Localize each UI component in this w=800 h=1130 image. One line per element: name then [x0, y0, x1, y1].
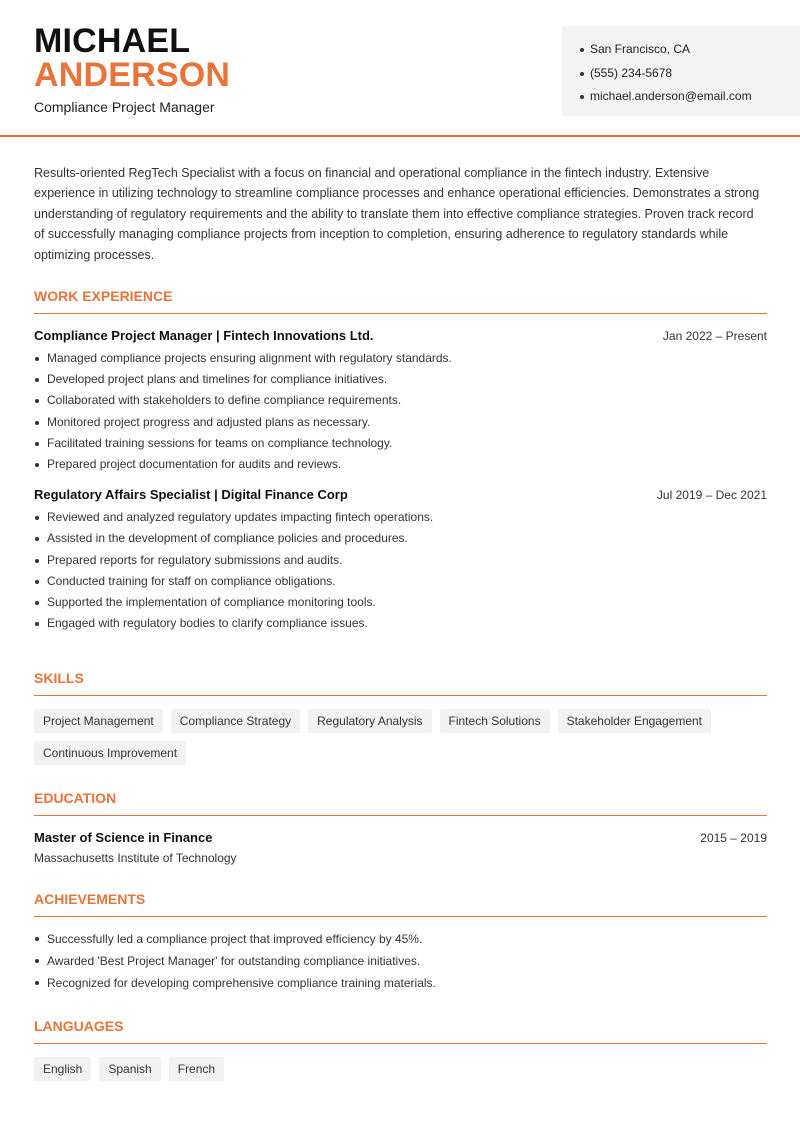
list-item: Supported the implementation of compliance monitoring tools. [34, 592, 767, 613]
job-entry [34, 328, 767, 475]
list-item: Collaborated with stakeholders to define compliance requirements. [34, 390, 767, 411]
list-item: Conducted training for staff on compliance obligations. [34, 571, 767, 592]
list-item: Monitored project progress and adjusted plans as necessary. [34, 412, 767, 433]
job-role: Regulatory Affairs Specialist | Digital Finance Corp [34, 487, 348, 503]
contact-phone: (555) 234-5678 [580, 62, 800, 86]
resume-header [0, 0, 800, 137]
list-item: Reviewed and analyzed regulatory updates impacting fintech operations. [34, 507, 767, 528]
skill-tag: Stakeholder Engagement [558, 709, 711, 733]
job-role: Compliance Project Manager | Fintech Innovations Ltd. [34, 328, 374, 343]
education-entry [34, 830, 767, 865]
job-title: Compliance Project Manager [34, 99, 215, 115]
skills-section [34, 670, 767, 765]
list-item: Awarded 'Best Project Manager' for outstanding compliance initiatives. [34, 950, 767, 972]
professional-summary: Results-oriented RegTech Specialist with a focus on financial and operational compliance in the fintech industry. Extensive experience in utilizing technology to streamline compliance processes and enhance operational efficiencies. Demonstrates a strong understanding of regulatory requirements and the ability to translate them into effective compliance strategies. Proven track record of successfully managing compliance projects from inception to completion, ensuring adherence to regulatory standards while optimizing processes. [34, 166, 760, 262]
language-tag: French [169, 1057, 224, 1081]
job-dates: Jul 2019 – Dec 2021 [656, 488, 767, 503]
list-item: Managed compliance projects ensuring alignment with regulatory standards. [34, 348, 767, 369]
section-title-languages: LANGUAGES [34, 1018, 767, 1044]
job-bullets [34, 348, 767, 475]
school-name: Massachusetts Institute of Technology [34, 851, 237, 865]
skill-tag: Project Management [34, 709, 163, 733]
education-section [34, 790, 767, 865]
language-tags [34, 1057, 767, 1081]
skill-tag: Compliance Strategy [171, 709, 300, 733]
list-item: Prepared project documentation for audits and reviews. [34, 454, 767, 475]
contact-box [562, 26, 800, 116]
skills-tags [34, 709, 767, 765]
skill-tag: Fintech Solutions [440, 709, 550, 733]
section-title-skills: SKILLS [34, 670, 767, 696]
contact-email: michael.anderson@email.com [580, 85, 800, 109]
job-entry [34, 487, 767, 634]
skill-tag: Regulatory Analysis [308, 709, 431, 733]
contact-location: San Francisco, CA [580, 38, 800, 62]
language-tag: Spanish [99, 1057, 160, 1081]
candidate-name [34, 24, 230, 92]
achievements-section [34, 891, 767, 994]
education-dates: 2015 – 2019 [700, 831, 767, 845]
work-experience-section [34, 288, 767, 634]
job-dates: Jan 2022 – Present [662, 329, 767, 343]
list-item: Facilitated training sessions for teams on compliance technology. [34, 433, 767, 454]
language-tag: English [34, 1057, 91, 1081]
section-title-work: WORK EXPERIENCE [34, 288, 767, 314]
list-item: Assisted in the development of compliance policies and procedures. [34, 528, 767, 549]
list-item: Engaged with regulatory bodies to clarify compliance issues. [34, 613, 767, 634]
job-bullets [34, 507, 767, 634]
last-name: ANDERSON [34, 56, 231, 94]
first-name: MICHAEL [34, 22, 191, 60]
languages-section [34, 1018, 767, 1081]
resume-body [34, 137, 767, 1076]
achievements-list [34, 928, 767, 994]
section-title-education: EDUCATION [34, 790, 767, 816]
list-item: Developed project plans and timelines for compliance initiatives. [34, 369, 767, 390]
skill-tag: Continuous Improvement [34, 741, 186, 765]
section-title-achievements: ACHIEVEMENTS [34, 891, 767, 917]
list-item: Recognized for developing comprehensive compliance training materials. [34, 972, 767, 994]
list-item: Prepared reports for regulatory submissions and audits. [34, 550, 767, 571]
list-item: Successfully led a compliance project that improved efficiency by 45%. [34, 928, 767, 950]
degree: Master of Science in Finance [34, 830, 213, 845]
